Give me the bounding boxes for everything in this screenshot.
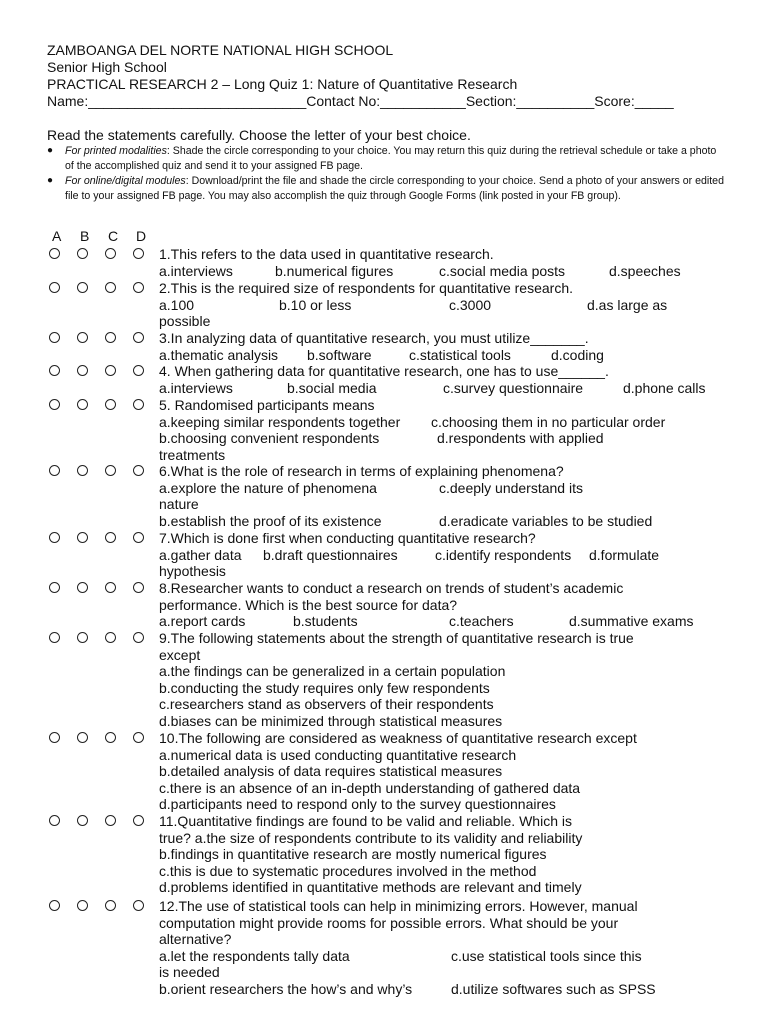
quiz-title: PRACTICAL RESEARCH 2 – Long Quiz 1: Nature of Quantitative Research (47, 76, 518, 92)
question-text (159, 397, 719, 463)
choice-option: c.3000 (449, 296, 492, 313)
bullet-online (47, 174, 727, 203)
choice-option: b.establish the proof of its existence (159, 512, 382, 529)
answer-circle-a[interactable] (49, 900, 60, 911)
choice-option: d.speeches (609, 262, 681, 279)
question-text (159, 813, 719, 896)
choice-option: b.software (307, 346, 372, 363)
question-text (159, 463, 719, 529)
question-text (159, 630, 719, 730)
question-line: a.the findings can be generalized in a certain population (159, 663, 506, 680)
question-line: d.participants need to respond only to the survey questionnaires (159, 796, 556, 813)
question-line: c.there is an absence of an in-depth understanding of gathered data (159, 779, 581, 796)
instruction-bullets (47, 144, 727, 204)
answer-circle-b[interactable] (77, 632, 88, 643)
answer-circle-d[interactable] (133, 732, 144, 743)
question-line: d.problems identified in quantitative methods are relevant and timely (159, 879, 582, 896)
answer-circle-d[interactable] (133, 582, 144, 593)
question-line: is needed (159, 964, 220, 981)
answer-circle-a[interactable] (49, 632, 60, 643)
choice-option: a.explore the nature of phenomena (159, 479, 377, 496)
choice-option: b.choosing convenient respondents (159, 430, 380, 447)
question-line: nature (159, 496, 199, 513)
bullet-dot-icon: ● (47, 175, 54, 186)
answer-circle-b[interactable] (77, 465, 88, 476)
question-line: a.numerical data is used conducting quantitative research (159, 746, 517, 763)
question-line: true? a.the size of respondents contribute to its validity and reliability (159, 829, 583, 846)
answer-circle-c[interactable] (105, 282, 116, 293)
school-name: ZAMBOANGA DEL NORTE NATIONAL HIGH SCHOOL (47, 42, 394, 58)
question-text (159, 280, 719, 330)
question-stem: 4. When gathering data for quantitative research, one has to use______. (159, 363, 609, 379)
answer-circle-c[interactable] (105, 582, 116, 593)
question-text (159, 898, 719, 998)
answer-circle-d[interactable] (133, 532, 144, 543)
question-line: d.biases can be minimized through statistical measures (159, 712, 503, 729)
answer-circle-d[interactable] (133, 248, 144, 259)
choice-option: d.coding (551, 346, 604, 363)
question-text (159, 530, 719, 580)
printed-text: : Shade the circle corresponding to your choice. You may return this quiz during the retrieval schedule or take a photo of the accomplished quiz and send it to your assigned FB page. (65, 145, 717, 172)
answer-circle-c[interactable] (105, 332, 116, 343)
question-stem: 5. Randomised participants means (159, 397, 375, 413)
choice-option: c.teachers (449, 613, 514, 630)
answer-circle-a[interactable] (49, 282, 60, 293)
school-level: Senior High School (47, 59, 167, 75)
choice-option: d.phone calls (623, 379, 706, 396)
choice-option: b.10 or less (279, 296, 352, 313)
answer-circle-a[interactable] (49, 399, 60, 410)
choice-row (159, 430, 719, 447)
bullet-printed (47, 144, 727, 173)
choice-option: a.100 (159, 296, 195, 313)
question-line: c.researchers stand as observers of their respondents (159, 696, 494, 713)
answer-circle-c[interactable] (105, 248, 116, 259)
answer-circle-b[interactable] (77, 399, 88, 410)
instruction-main: Read the statements carefully. Choose the letter of your best choice. (47, 127, 471, 143)
question-stem: 3.In analyzing data of quantitative research, you must utilize_______. (159, 330, 589, 346)
choice-option: d.eradicate variables to be studied (439, 512, 653, 529)
choice-option: b.social media (287, 379, 377, 396)
answer-circle-c[interactable] (105, 900, 116, 911)
answer-circle-b[interactable] (77, 282, 88, 293)
choice-row (159, 263, 719, 280)
choice-option: b.orient researchers the how’s and why’s (159, 980, 413, 997)
answer-circle-d[interactable] (133, 332, 144, 343)
online-text: : Download/print the file and shade the circle corresponding to your choice. Send a photo of your answers or edited file to your assigned FB page. You may also accomplish the quiz through Google Forms (link posted in your FB group). (65, 175, 724, 202)
choice-option: c.choosing them in no particular order (431, 413, 666, 430)
answer-circle-c[interactable] (105, 399, 116, 410)
student-info-fields[interactable]: Name:____________________________Contact No:___________Section:__________Score:_____ (47, 93, 674, 109)
question-line: except (159, 646, 201, 663)
answer-circle-c[interactable] (105, 365, 116, 376)
column-header-d: D (136, 228, 147, 244)
choice-row (159, 948, 719, 965)
bullet-dot-icon: ● (47, 145, 54, 156)
choice-option: d.as large as (587, 296, 668, 313)
choice-row (159, 513, 719, 530)
choice-option: a.report cards (159, 613, 246, 630)
question-text (159, 580, 719, 630)
column-header-b: B (80, 228, 90, 244)
answer-circle-a[interactable] (49, 732, 60, 743)
answer-circle-d[interactable] (133, 815, 144, 826)
question-line: b.conducting the study requires only few respondents (159, 679, 490, 696)
choice-option: a.let the respondents tally data (159, 947, 350, 964)
question-text (159, 363, 719, 396)
question-stem: 2.This is the required size of respondents for quantitative research. (159, 280, 573, 296)
answer-circle-d[interactable] (133, 282, 144, 293)
answer-circle-b[interactable] (77, 365, 88, 376)
answer-circle-b[interactable] (77, 532, 88, 543)
question-stem: 6.What is the role of research in terms of explaining phenomena? (159, 463, 564, 479)
question-stem: 11.Quantitative findings are found to be valid and reliable. Which is (159, 813, 572, 829)
choice-row (159, 547, 719, 564)
question-line: hypothesis (159, 563, 226, 580)
choice-option: c.statistical tools (409, 346, 511, 363)
choice-row (159, 347, 719, 364)
choice-option: a.thematic analysis (159, 346, 279, 363)
column-header-c: C (108, 228, 119, 244)
answer-circle-a[interactable] (49, 465, 60, 476)
answer-circle-b[interactable] (77, 815, 88, 826)
answer-circle-b[interactable] (77, 332, 88, 343)
choice-row (159, 480, 719, 497)
question-line: computation might provide rooms for possible errors. What should be your (159, 914, 619, 931)
question-line: c.this is due to systematic procedures involved in the method (159, 862, 537, 879)
answer-circle-d[interactable] (133, 365, 144, 376)
choice-row (159, 380, 719, 397)
question-line: treatments (159, 446, 226, 463)
answer-circle-b[interactable] (77, 248, 88, 259)
question-line: possible (159, 313, 211, 330)
question-stem: 9.The following statements about the strength of quantitative research is true (159, 630, 634, 646)
question-line: performance. Which is the best source for data? (159, 596, 458, 613)
document-header (47, 42, 674, 110)
choice-option: d.utilize softwares such as SPSS (451, 980, 656, 997)
answer-circle-a[interactable] (49, 365, 60, 376)
answer-circle-c[interactable] (105, 732, 116, 743)
choice-option: c.social media posts (439, 262, 566, 279)
choice-row (159, 297, 719, 314)
answer-circle-a[interactable] (49, 532, 60, 543)
answer-circle-d[interactable] (133, 632, 144, 643)
answer-circle-a[interactable] (49, 582, 60, 593)
answer-circle-c[interactable] (105, 632, 116, 643)
choice-row (159, 981, 719, 998)
answer-circle-a[interactable] (49, 815, 60, 826)
choice-row (159, 414, 719, 431)
column-header-a: A (52, 228, 62, 244)
choice-option: d.formulate (589, 546, 660, 563)
choice-option: a.keeping similar respondents together (159, 413, 401, 430)
answer-circle-c[interactable] (105, 465, 116, 476)
question-line: b.detailed analysis of data requires statistical measures (159, 763, 503, 780)
answer-circle-d[interactable] (133, 465, 144, 476)
choice-option: c.survey questionnaire (443, 379, 584, 396)
choice-option: a.interviews (159, 262, 233, 279)
choice-option: d.respondents with applied (437, 430, 604, 447)
question-stem: 7.Which is done first when conducting quantitative research? (159, 530, 536, 546)
choice-option: d.summative exams (569, 613, 694, 630)
answer-circle-c[interactable] (105, 532, 116, 543)
question-stem: 1.This refers to the data used in quantitative research. (159, 246, 494, 262)
choice-option: b.draft questionnaires (263, 546, 398, 563)
question-stem: 12.The use of statistical tools can help in minimizing errors. However, manual (159, 898, 638, 914)
answer-circle-a[interactable] (49, 248, 60, 259)
choice-option: c.deeply understand its (439, 479, 583, 496)
question-line: b.findings in quantitative research are mostly numerical figures (159, 846, 547, 863)
answer-circle-b[interactable] (77, 582, 88, 593)
choice-option: c.identify respondents (435, 546, 572, 563)
question-text (159, 246, 719, 279)
online-label: For online/digital modules (65, 175, 186, 187)
question-line: alternative? (159, 931, 232, 948)
answer-circle-d[interactable] (133, 900, 144, 911)
question-stem: 10.The following are considered as weakness of quantitative research except (159, 730, 637, 746)
choice-option: a.interviews (159, 379, 233, 396)
answer-circle-b[interactable] (77, 732, 88, 743)
printed-label: For printed modalities (65, 145, 167, 157)
question-text (159, 330, 719, 363)
choice-option: b.students (293, 613, 358, 630)
question-stem: 8.Researcher wants to conduct a research on trends of student’s academic (159, 580, 624, 596)
choice-option: c.use statistical tools since this (451, 947, 642, 964)
answer-circle-d[interactable] (133, 399, 144, 410)
question-text (159, 730, 719, 813)
choice-option: a.gather data (159, 546, 242, 563)
choice-row (159, 613, 719, 630)
answer-circle-c[interactable] (105, 815, 116, 826)
answer-circle-b[interactable] (77, 900, 88, 911)
choice-option: b.numerical figures (275, 262, 394, 279)
answer-circle-a[interactable] (49, 332, 60, 343)
